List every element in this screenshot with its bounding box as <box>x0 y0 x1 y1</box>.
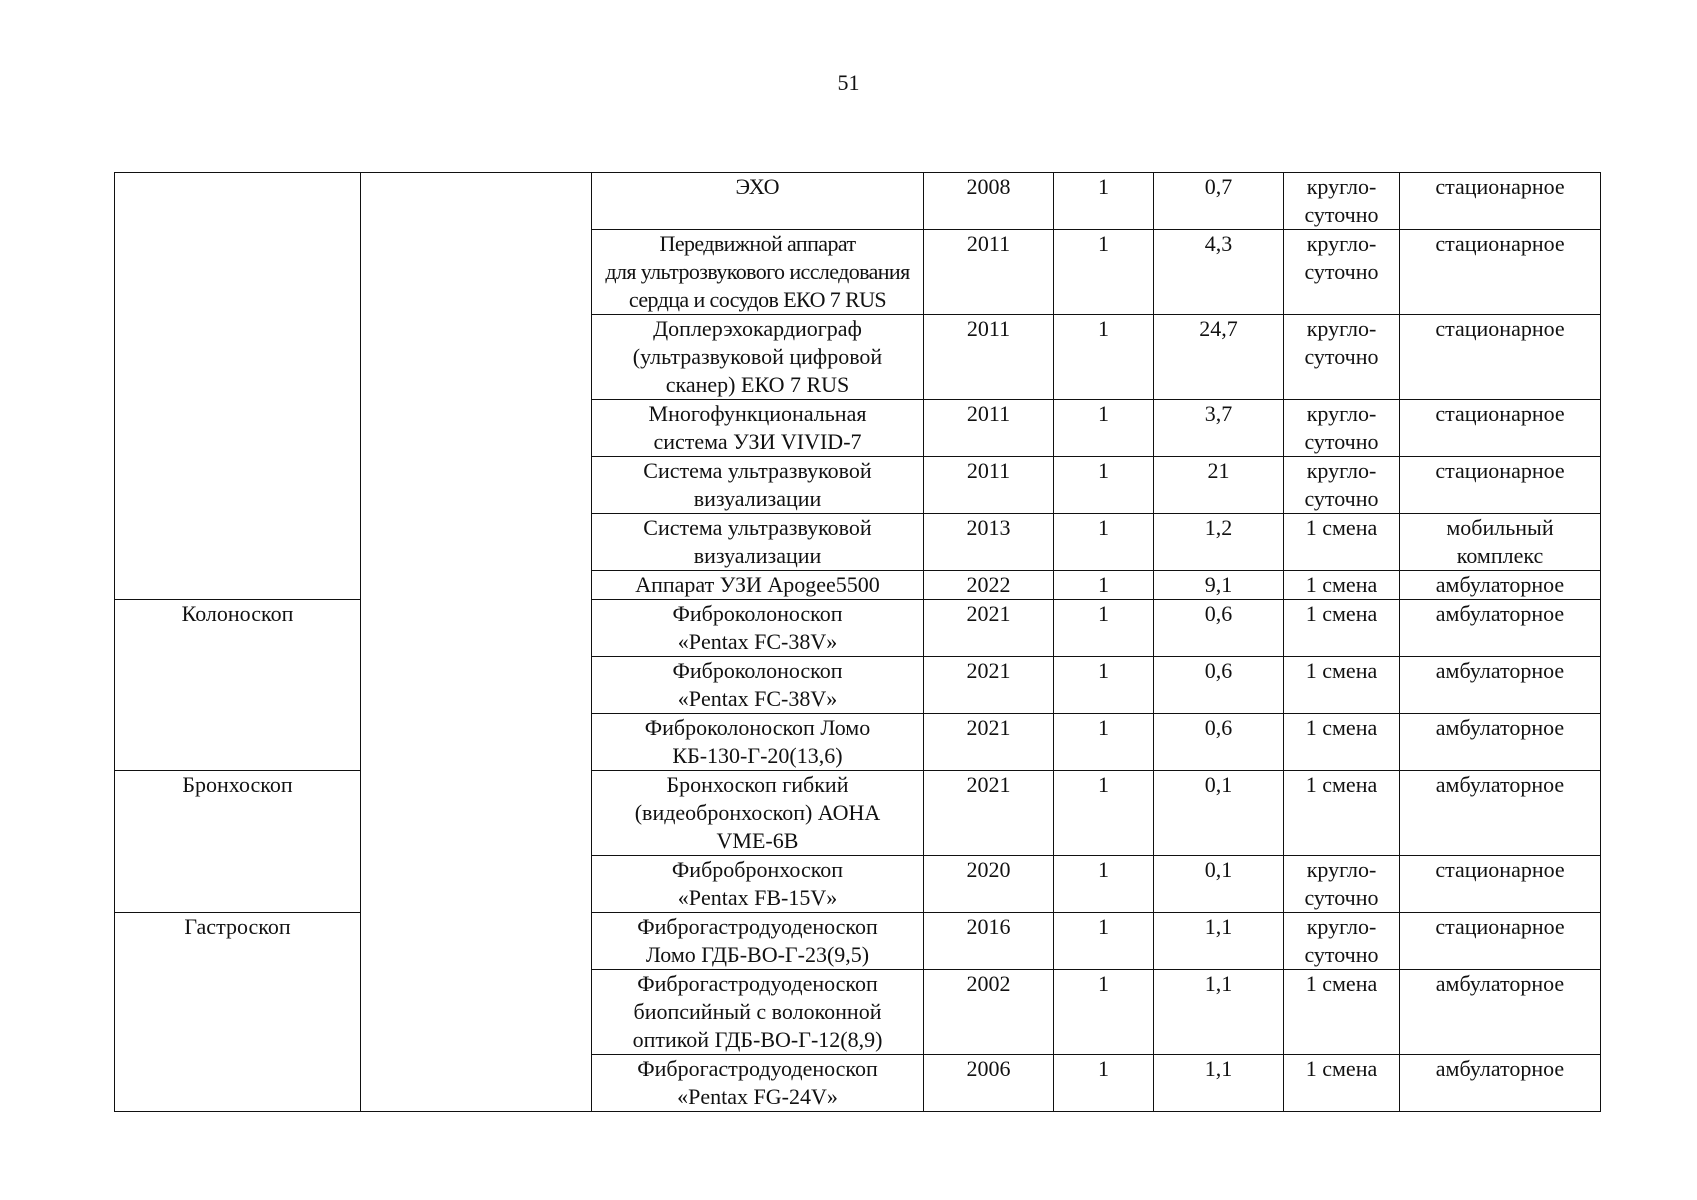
mode-cell: кругло- суточно <box>1284 173 1400 230</box>
equipment-name: Доплерэхокардиограф (ультразвуковой цифровой сканер) ЕКО 7 RUS <box>592 315 924 400</box>
mode-cell: 1 смена <box>1284 600 1400 657</box>
mode-cell: 1 смена <box>1284 1055 1400 1112</box>
year-cell: 2011 <box>924 457 1054 514</box>
mode-cell: кругло- суточно <box>1284 457 1400 514</box>
wear-cell: 0,6 <box>1154 600 1284 657</box>
wear-cell: 24,7 <box>1154 315 1284 400</box>
equipment-name: Аппарат УЗИ Apogee5500 <box>592 571 924 600</box>
year-cell: 2021 <box>924 600 1054 657</box>
page-number: 51 <box>837 70 860 95</box>
place-cell: амбулаторное <box>1400 970 1601 1055</box>
wear-cell: 1,1 <box>1154 1055 1284 1112</box>
place-cell: амбулаторное <box>1400 714 1601 771</box>
wear-cell: 9,1 <box>1154 571 1284 600</box>
wear-cell: 0,1 <box>1154 771 1284 856</box>
count-cell: 1 <box>1054 600 1154 657</box>
year-cell: 2022 <box>924 571 1054 600</box>
wear-cell: 0,7 <box>1154 173 1284 230</box>
equipment-type-cell: Колоноскоп <box>115 600 361 771</box>
year-cell: 2021 <box>924 714 1054 771</box>
wear-cell: 21 <box>1154 457 1284 514</box>
table-row <box>115 173 1601 230</box>
mode-cell: 1 смена <box>1284 970 1400 1055</box>
count-cell: 1 <box>1054 856 1154 913</box>
equipment-name: Фиброколоноскоп «Pentax FC-38V» <box>592 657 924 714</box>
mode-cell: кругло- суточно <box>1284 230 1400 315</box>
equipment-name: Фиброгастродуоденоскоп Ломо ГДБ-ВО-Г-23(9,5) <box>592 913 924 970</box>
place-cell: амбулаторное <box>1400 571 1601 600</box>
place-cell: стационарное <box>1400 457 1601 514</box>
count-cell: 1 <box>1054 457 1154 514</box>
wear-cell: 1,1 <box>1154 970 1284 1055</box>
mode-cell: кругло- суточно <box>1284 913 1400 970</box>
equipment-name: Система ультразвуковой визуализации <box>592 514 924 571</box>
count-cell: 1 <box>1054 771 1154 856</box>
table-row <box>115 913 1601 970</box>
merged-blank-cell <box>361 173 592 1112</box>
place-cell: амбулаторное <box>1400 1055 1601 1112</box>
count-cell: 1 <box>1054 315 1154 400</box>
year-cell: 2008 <box>924 173 1054 230</box>
count-cell: 1 <box>1054 913 1154 970</box>
wear-cell: 3,7 <box>1154 400 1284 457</box>
equipment-name: Фиброгастродуоденоскоп биопсийный с волоконной оптикой ГДБ-ВО-Г-12(8,9) <box>592 970 924 1055</box>
wear-cell: 0,1 <box>1154 856 1284 913</box>
mode-cell: кругло- суточно <box>1284 856 1400 913</box>
place-cell: мобильный комплекс <box>1400 514 1601 571</box>
mode-cell: кругло- суточно <box>1284 315 1400 400</box>
place-cell: стационарное <box>1400 230 1601 315</box>
mode-cell: 1 смена <box>1284 514 1400 571</box>
wear-cell: 0,6 <box>1154 657 1284 714</box>
mode-cell: 1 смена <box>1284 714 1400 771</box>
equipment-name: Фиброколоноскоп «Pentax FC-38V» <box>592 600 924 657</box>
place-cell: стационарное <box>1400 400 1601 457</box>
count-cell: 1 <box>1054 514 1154 571</box>
count-cell: 1 <box>1054 970 1154 1055</box>
wear-cell: 4,3 <box>1154 230 1284 315</box>
year-cell: 2011 <box>924 400 1054 457</box>
count-cell: 1 <box>1054 714 1154 771</box>
equipment-name: Многофункциональная система УЗИ VIVID-7 <box>592 400 924 457</box>
count-cell: 1 <box>1054 400 1154 457</box>
equipment-table <box>114 172 1601 1112</box>
equipment-type-cell: Гастроскоп <box>115 913 361 1112</box>
mode-cell: 1 смена <box>1284 771 1400 856</box>
year-cell: 2011 <box>924 230 1054 315</box>
place-cell: стационарное <box>1400 856 1601 913</box>
place-cell: стационарное <box>1400 173 1601 230</box>
count-cell: 1 <box>1054 657 1154 714</box>
equipment-name: Фиброгастродуоденоскоп «Pentax FG-24V» <box>592 1055 924 1112</box>
place-cell: стационарное <box>1400 913 1601 970</box>
place-cell: амбулаторное <box>1400 657 1601 714</box>
equipment-name: ЭХО <box>592 173 924 230</box>
equipment-name: Бронхоскоп гибкий (видеобронхоскоп) АОНА VME-6B <box>592 771 924 856</box>
place-cell: амбулаторное <box>1400 771 1601 856</box>
year-cell: 2016 <box>924 913 1054 970</box>
year-cell: 2006 <box>924 1055 1054 1112</box>
count-cell: 1 <box>1054 230 1154 315</box>
place-cell: амбулаторное <box>1400 600 1601 657</box>
wear-cell: 1,1 <box>1154 913 1284 970</box>
wear-cell: 1,2 <box>1154 514 1284 571</box>
equipment-type-cell: Бронхоскоп <box>115 771 361 913</box>
mode-cell: 1 смена <box>1284 571 1400 600</box>
year-cell: 2002 <box>924 970 1054 1055</box>
equipment-type-cell <box>115 173 361 600</box>
mode-cell: кругло- суточно <box>1284 400 1400 457</box>
count-cell: 1 <box>1054 1055 1154 1112</box>
year-cell: 2021 <box>924 657 1054 714</box>
table-row <box>115 771 1601 856</box>
count-cell: 1 <box>1054 571 1154 600</box>
wear-cell: 0,6 <box>1154 714 1284 771</box>
mode-cell: 1 смена <box>1284 657 1400 714</box>
year-cell: 2011 <box>924 315 1054 400</box>
year-cell: 2013 <box>924 514 1054 571</box>
equipment-name: Передвижной аппарат для ультрозвукового исследования сердца и сосудов ЕКО 7 RUS <box>592 230 924 315</box>
table-row <box>115 600 1601 657</box>
equipment-name: Фибробронхоскоп «Pentax FB-15V» <box>592 856 924 913</box>
count-cell: 1 <box>1054 173 1154 230</box>
year-cell: 2020 <box>924 856 1054 913</box>
equipment-name: Система ультразвуковой визуализации <box>592 457 924 514</box>
place-cell: стационарное <box>1400 315 1601 400</box>
year-cell: 2021 <box>924 771 1054 856</box>
equipment-table-body <box>115 173 1601 1112</box>
equipment-name: Фиброколоноскоп Ломо КБ-130-Г-20(13,6) <box>592 714 924 771</box>
